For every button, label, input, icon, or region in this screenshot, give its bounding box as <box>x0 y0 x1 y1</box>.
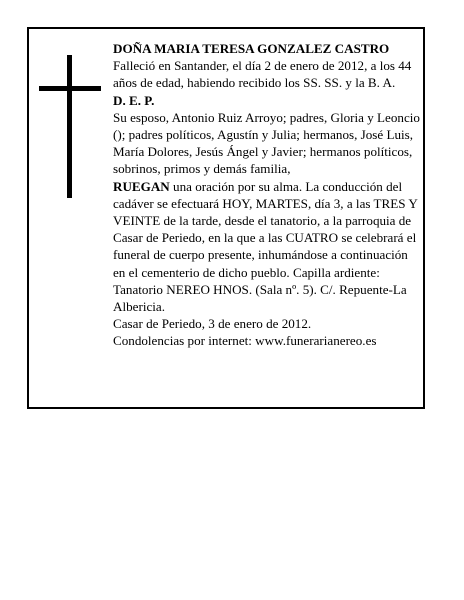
obituary-text <box>113 40 421 350</box>
family-members: Su esposo, Antonio Ruiz Arroyo; padres, Gloria y Leoncio (); padres políticos, Agustín y Julia; hermanos, José Luis, María Dolores, Jesús Ángel y Javier; hermanos políticos, sobrinos, primos y demás familia, <box>113 109 420 177</box>
cross-vertical-bar <box>67 55 72 198</box>
place-and-date: Casar de Periedo, 3 de enero de 2012. <box>113 316 312 332</box>
rest-in-peace: D. E. P. <box>113 92 155 108</box>
deceased-name: DOÑA MARIA TERESA GONZALEZ CASTRO <box>113 41 390 56</box>
obituary-notice <box>27 27 425 409</box>
prayer-request <box>113 178 421 316</box>
online-condolences: Condolencias por internet: www.funerarianereo.es <box>113 333 377 349</box>
death-announcement: Falleció en Santander, el día 2 de enero de 2012, a los 44 años de edad, habiendo recibido los SS. SS. y la B. A. <box>113 58 412 91</box>
latin-cross-icon <box>39 55 101 198</box>
funeral-details: una oración por su alma. La conducción del cadáver se efectuará HOY, MARTES, día 3, a las TRES Y VEINTE de la tarde, desde el tanatorio, a la parroquia de Casar de Periedo, en la que a las CUATRO se celebrará el funeral de cuerpo presente, inhumándose a continuación en el cementerio de dicho pueblo. Capilla ardiente: Tanatorio NEREO HNOS. (Sala nº. 5). C/. Repuente-La Albericia. <box>113 178 418 315</box>
cross-horizontal-bar <box>39 86 101 91</box>
ruegan-word: RUEGAN <box>113 178 170 194</box>
